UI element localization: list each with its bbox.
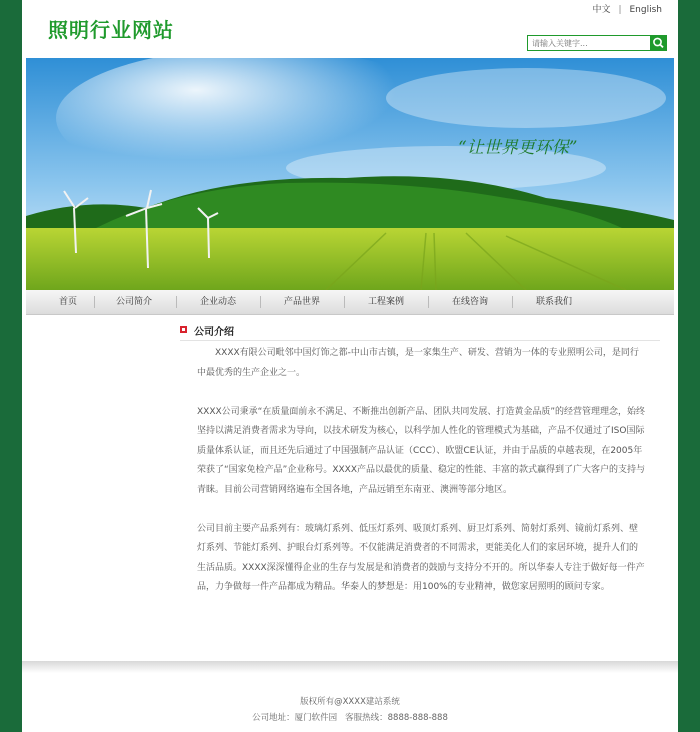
section-header: [180, 322, 660, 341]
banner-slogan: “让世界更环保”: [458, 138, 578, 158]
nav-item-about[interactable]: 公司简介: [115, 297, 152, 307]
footer: [22, 694, 678, 726]
nav-item-contact[interactable]: 联系我们: [535, 297, 572, 307]
copyright: 版权所有@XXXX建站系统: [300, 697, 400, 707]
nav-item-home[interactable]: 首页: [58, 297, 77, 307]
page: [22, 0, 678, 732]
hero-banner: [26, 58, 674, 290]
section-title: 公司介绍: [194, 327, 234, 338]
site-logo[interactable]: 照明行业网站: [48, 18, 174, 42]
search-box: [527, 35, 667, 51]
section-bullet-icon: [180, 326, 187, 333]
language-switcher: [592, 2, 662, 15]
company-address: 公司地址：厦门软件园: [252, 713, 338, 723]
search-input[interactable]: [527, 35, 651, 51]
search-icon: [650, 35, 667, 51]
header: [22, 0, 678, 58]
lang-cn-link[interactable]: 中文: [592, 5, 611, 15]
intro-paragraph: XXXX公司秉承“在质量面前永不满足、不断推出创新产品、团队共同发展、打造黄金品质”的经营管理理念，始终坚持以满足消费者需求为导向，以技术研发为核心，以科学加人性化的管理模式为基础，产品不仅通过了ISO国际质量体系认证，而且还先后通过了中国强制产品认证（CCC）、欧盟CE认证，并由于品质的卓越表现，在2005年荣获了“国家免检产品”企业称号。XXXX产品以最优的质量、稳定的性能、丰富的款式赢得到了广大客户的支持与青睐。目前公司营销网络遍布全国各地，产品远销至东南亚、澳洲等部分地区。: [197, 406, 645, 495]
nav-item-news[interactable]: 企业动态: [199, 297, 236, 307]
footer-shadow: [22, 661, 678, 673]
service-hotline: 客服热线：8888-888-888: [345, 713, 448, 723]
main-nav: [26, 290, 674, 315]
contact-line: [22, 710, 678, 726]
intro-paragraph: 公司目前主要产品系列有：玻璃灯系列、低压灯系列、吸顶灯系列、厨卫灯系列、简射灯系列、镜前灯系列、壁灯系列、节能灯系列、护眼台灯系列等。不仅能满足消费者的不同需求，更能美化人们的家居环境，提升人们的生活品质。XXXX深深懂得企业的生存与发展是和消费者的鼓励与支持分不开的。所以华泰人专注于做好每一件产品，力争做每一件产品都成为精品。华泰人的梦想是：用100%的专业精神，做您家居照明的顾问专家。: [197, 523, 645, 592]
banner-image: [26, 58, 674, 290]
nav-item-consult[interactable]: 在线咨询: [451, 297, 488, 307]
lang-en-link[interactable]: English: [629, 5, 662, 15]
nav-item-cases[interactable]: 工程案例: [367, 297, 404, 307]
intro-paragraph: XXXX有限公司毗邻中国灯饰之都-中山市古镇，是一家集生产、研发、营销为一体的专业照明公司，是同行中最优秀的生产企业之一。: [197, 348, 639, 378]
lang-separator: |: [618, 5, 622, 15]
search-button[interactable]: [650, 35, 667, 51]
nav-item-products[interactable]: 产品世界: [283, 297, 320, 307]
company-intro: [197, 344, 645, 617]
